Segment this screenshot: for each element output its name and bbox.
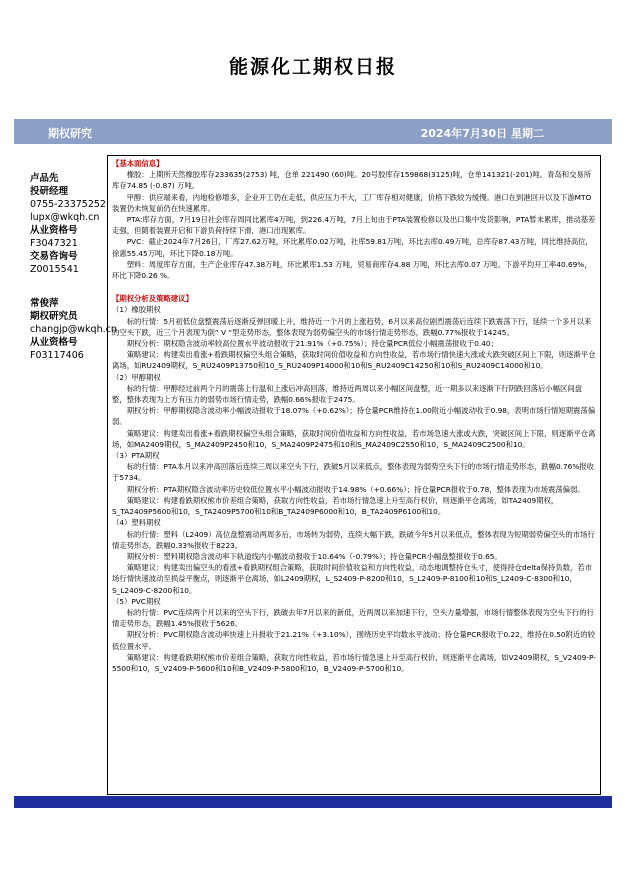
option-paragraph: 策略建议：构建卖出偏空头的看涨+看跌期权组合策略，获取时间价值收益和方向性收益，动态地调整持仓头寸，使得持仓delta保持负数，若市场行情快速波动至损益平衡点，则逐渐平仓离场，如L2409期权，L_S2409-P-8200和10，S_L2409-P-8100和10和S_L2409-C-8300和10，S_L2409-C-8200和10。: [112, 563, 593, 595]
option-paragraph: 策略建议：构建卖出看涨+看跌期权偏空头组合策略，获取时间价值收益和方向性收益，若市场急速大涨或大跌，突破区间上下限，则逐渐平仓离场，如MA2409期权，S_MA2409P2450和10，S_MA2409P2475和10和S_MA2409C2550和10，S_MA2409C2500和10。: [112, 428, 596, 449]
report-date: 2024年7月30日 星期二: [420, 127, 544, 140]
analyst-card: [30, 172, 110, 276]
analyst-name: 常俊萍: [30, 298, 59, 309]
option-paragraph: 策略建议：构建卖出看涨+看跌期权偏空头组合策略，获取时间价值收益和方向性收益，若市场行情快速大涨或大跌突破区间上下限，则逐渐平仓离场，如RU2409期权，S_RU2409P13750和10_S_RU2409P14000和10和S_RU2409C14250和10和S_RU2409C14000和10。: [112, 350, 596, 371]
consult-number: Z0015541: [30, 264, 79, 275]
analyst-phone: 0755-23375252: [30, 199, 106, 210]
analyst-role: 期权研究员: [30, 311, 78, 322]
option-title: （4）塑料期权: [112, 518, 161, 528]
fundamentals-paragraph: 甲醇：供应端来看，内地检修增多，企业开工仍在走低，供应压力不大，工厂库存相对健康，价格下跌较为缓慢。港口在到港回升以及下游MTO装置仍未恢复前仍在快速累库。: [112, 192, 592, 213]
option-paragraph: 标的行情：5月初低位盘整震荡后逐渐反弹回暖上升，维持近一个月的上涨趋势，6月以来高位剧烈震荡后连续下跌震荡下行，延续一个多月以来的空头下跌，近三个月表现为倒” V “型走势形态，整体表现为弱势偏空头的市场行情走势形态，跌幅0.77%报收于14245。: [112, 316, 592, 337]
option-paragraph: 期权分析：塑料期权隐含波动率下轨道线内小幅波动报收于10.64%（-0.79%）；持仓量PCR小幅盘整报收于0.65。: [126, 551, 502, 561]
analyst-name: 卢品先: [30, 173, 59, 184]
analyst-email: changjp@wkqh.cn: [30, 324, 117, 335]
report-body: [107, 155, 601, 795]
option-paragraph: 标的行情：甲醇经过前两个月的震荡上行温和上涨后冲高回落，维持近两周以来小幅区间盘整，近一期多以来逐渐下行阴跌回落后小幅区间盘整，整体表现为上方有压力的弱势市场行情走势，跌幅0.66%报收于2475。: [112, 383, 583, 405]
option-paragraph: 标的行情：PTA本月以来冲高回落后连续三周以来空头下行，跌破5月以来低点，整体表现为弱势空头下行的市场行情走势形态，跌幅0.76%报收于5734。: [112, 462, 594, 483]
option-paragraph: 期权分析：甲醇期权隐含波动率小幅波动报收于18.07%（+0.62%）；持仓量PCR维持在1.00附近小幅波动收于0.98，表明市场行情短期震荡偏弱。: [112, 406, 596, 427]
fundamentals-paragraph: 塑料：周度库存方面，生产企业库存47.38万吨，环比累库1.53 万吨，贸易商库存4.88 万吨，环比去库0.07 万吨。下游平均开工率40.69%，环比下降0.26 %。: [112, 259, 592, 281]
option-title: （2）甲醇期权: [112, 372, 161, 382]
header-band: [14, 119, 612, 144]
report-title: 能源化工期权日报: [228, 56, 397, 78]
fundamentals-paragraph: PVC：截止2024年7月26日，厂库27.62万吨，环比累库0.02万吨，社库59.81万吨，环比去库0.49万吨，总库存87.43万吨，同比维持高位，徐惠55.45万吨，环比下降0.18万吨。: [112, 237, 593, 258]
option-title: （5）PVC期权: [112, 596, 161, 606]
option-paragraph: 策略建议：构建看跌期权熊市价差组合策略，获取方向性收益，若市场行情急速上升至高行权价，则逐渐平仓离场，如V2409期权，S_V2409-P-5500和10，S_V2409-P-5600和10和B_V2409-P-5800和10，B_V2409-P-5700和10。: [112, 652, 596, 673]
strategy-heading: 【期权分析及策略建议】: [112, 294, 193, 304]
option-title: （3）PTA期权: [112, 451, 160, 461]
analyst-card: [30, 297, 117, 362]
section-label: 期权研究: [48, 127, 92, 140]
fundamentals-paragraph: 橡胶：上期所天然橡胶库存233635(2753) 吨，仓单 221490 (60)吨。20号胶库存159868(3125)吨，仓单141321(-201)吨。青岛和交易所库存74.85 (-0.87) 万吨。: [112, 170, 592, 191]
license-number: F3047321: [30, 238, 78, 249]
option-paragraph: 策略建议：构建看跌期权熊市价差组合策略，获取方向性收益，若市场行情急速上升至高行权价，则逐渐平仓离场，如TA2409期权，S_TA2409P5600和10，S_TA2409P5700和10和B_TA2409P6000和10，B_TA2409P6100和10。: [112, 495, 559, 517]
fundamentals-heading: 【基本面信息】: [112, 159, 164, 168]
license-number: F03117406: [30, 350, 84, 361]
consult-label: 交易咨询号: [30, 251, 78, 262]
option-paragraph: 期权分析：PTA期权隐含波动率历史较低位置水平小幅波动报收于14.98%（+0.66%）；持仓量PCR报收于0.78，整体表现为市场震荡偏弱。: [126, 484, 585, 494]
option-paragraph: 标的行情：PVC连续两个月以来的空头下行，跌破去年7月以来的新低，近两周以来加速下行，空头力量增强，市场行情整体表现为空头下行的行情走势形态，跌幅1.45%报收于5626。: [112, 607, 594, 629]
option-title: （1）橡胶期权: [112, 305, 161, 315]
analyst-sidebar: [30, 172, 117, 383]
option-paragraph: 期权分析：PVC期权隐含波动率快速上升报收于21.21%（+3.10%），围绕历史平均数水平波动；持仓量PCR报收于0.22，维持在0.50附近的较低位置水平。: [112, 630, 595, 651]
fundamentals-paragraph: PTA:库存方面，7月19日社会库存周同比累库4万吨，到226.4万吨，7月上旬由于PTA装置检修以及出口集中发货影响，PTA暂未累库，推动基差走强，但随着装置开启和下游负荷持续下滑，港口出现累库。: [112, 215, 596, 236]
option-paragraph: 期权分析：期权隐含波动率较高位置水平波动报收于21.91%（+0.75%）；持仓量PCR低位小幅震荡报收于0.40；: [126, 339, 498, 349]
analyst-role: 投研经理: [30, 186, 69, 197]
analyst-email: lupx@wkqh.cn: [30, 212, 100, 223]
license-label: 从业资格号: [30, 337, 78, 348]
license-label: 从业资格号: [30, 225, 78, 236]
option-paragraph: 标的行情：塑料（L2409）高位盘整震动两周多后，市场转为弱势，连续大幅下跌，跌破今年5月以来低点，整体表现为短期弱势偏空头的市场行情走势形态，跌幅0.33%报收于8223。: [112, 529, 595, 550]
footer-bar: [14, 796, 612, 808]
